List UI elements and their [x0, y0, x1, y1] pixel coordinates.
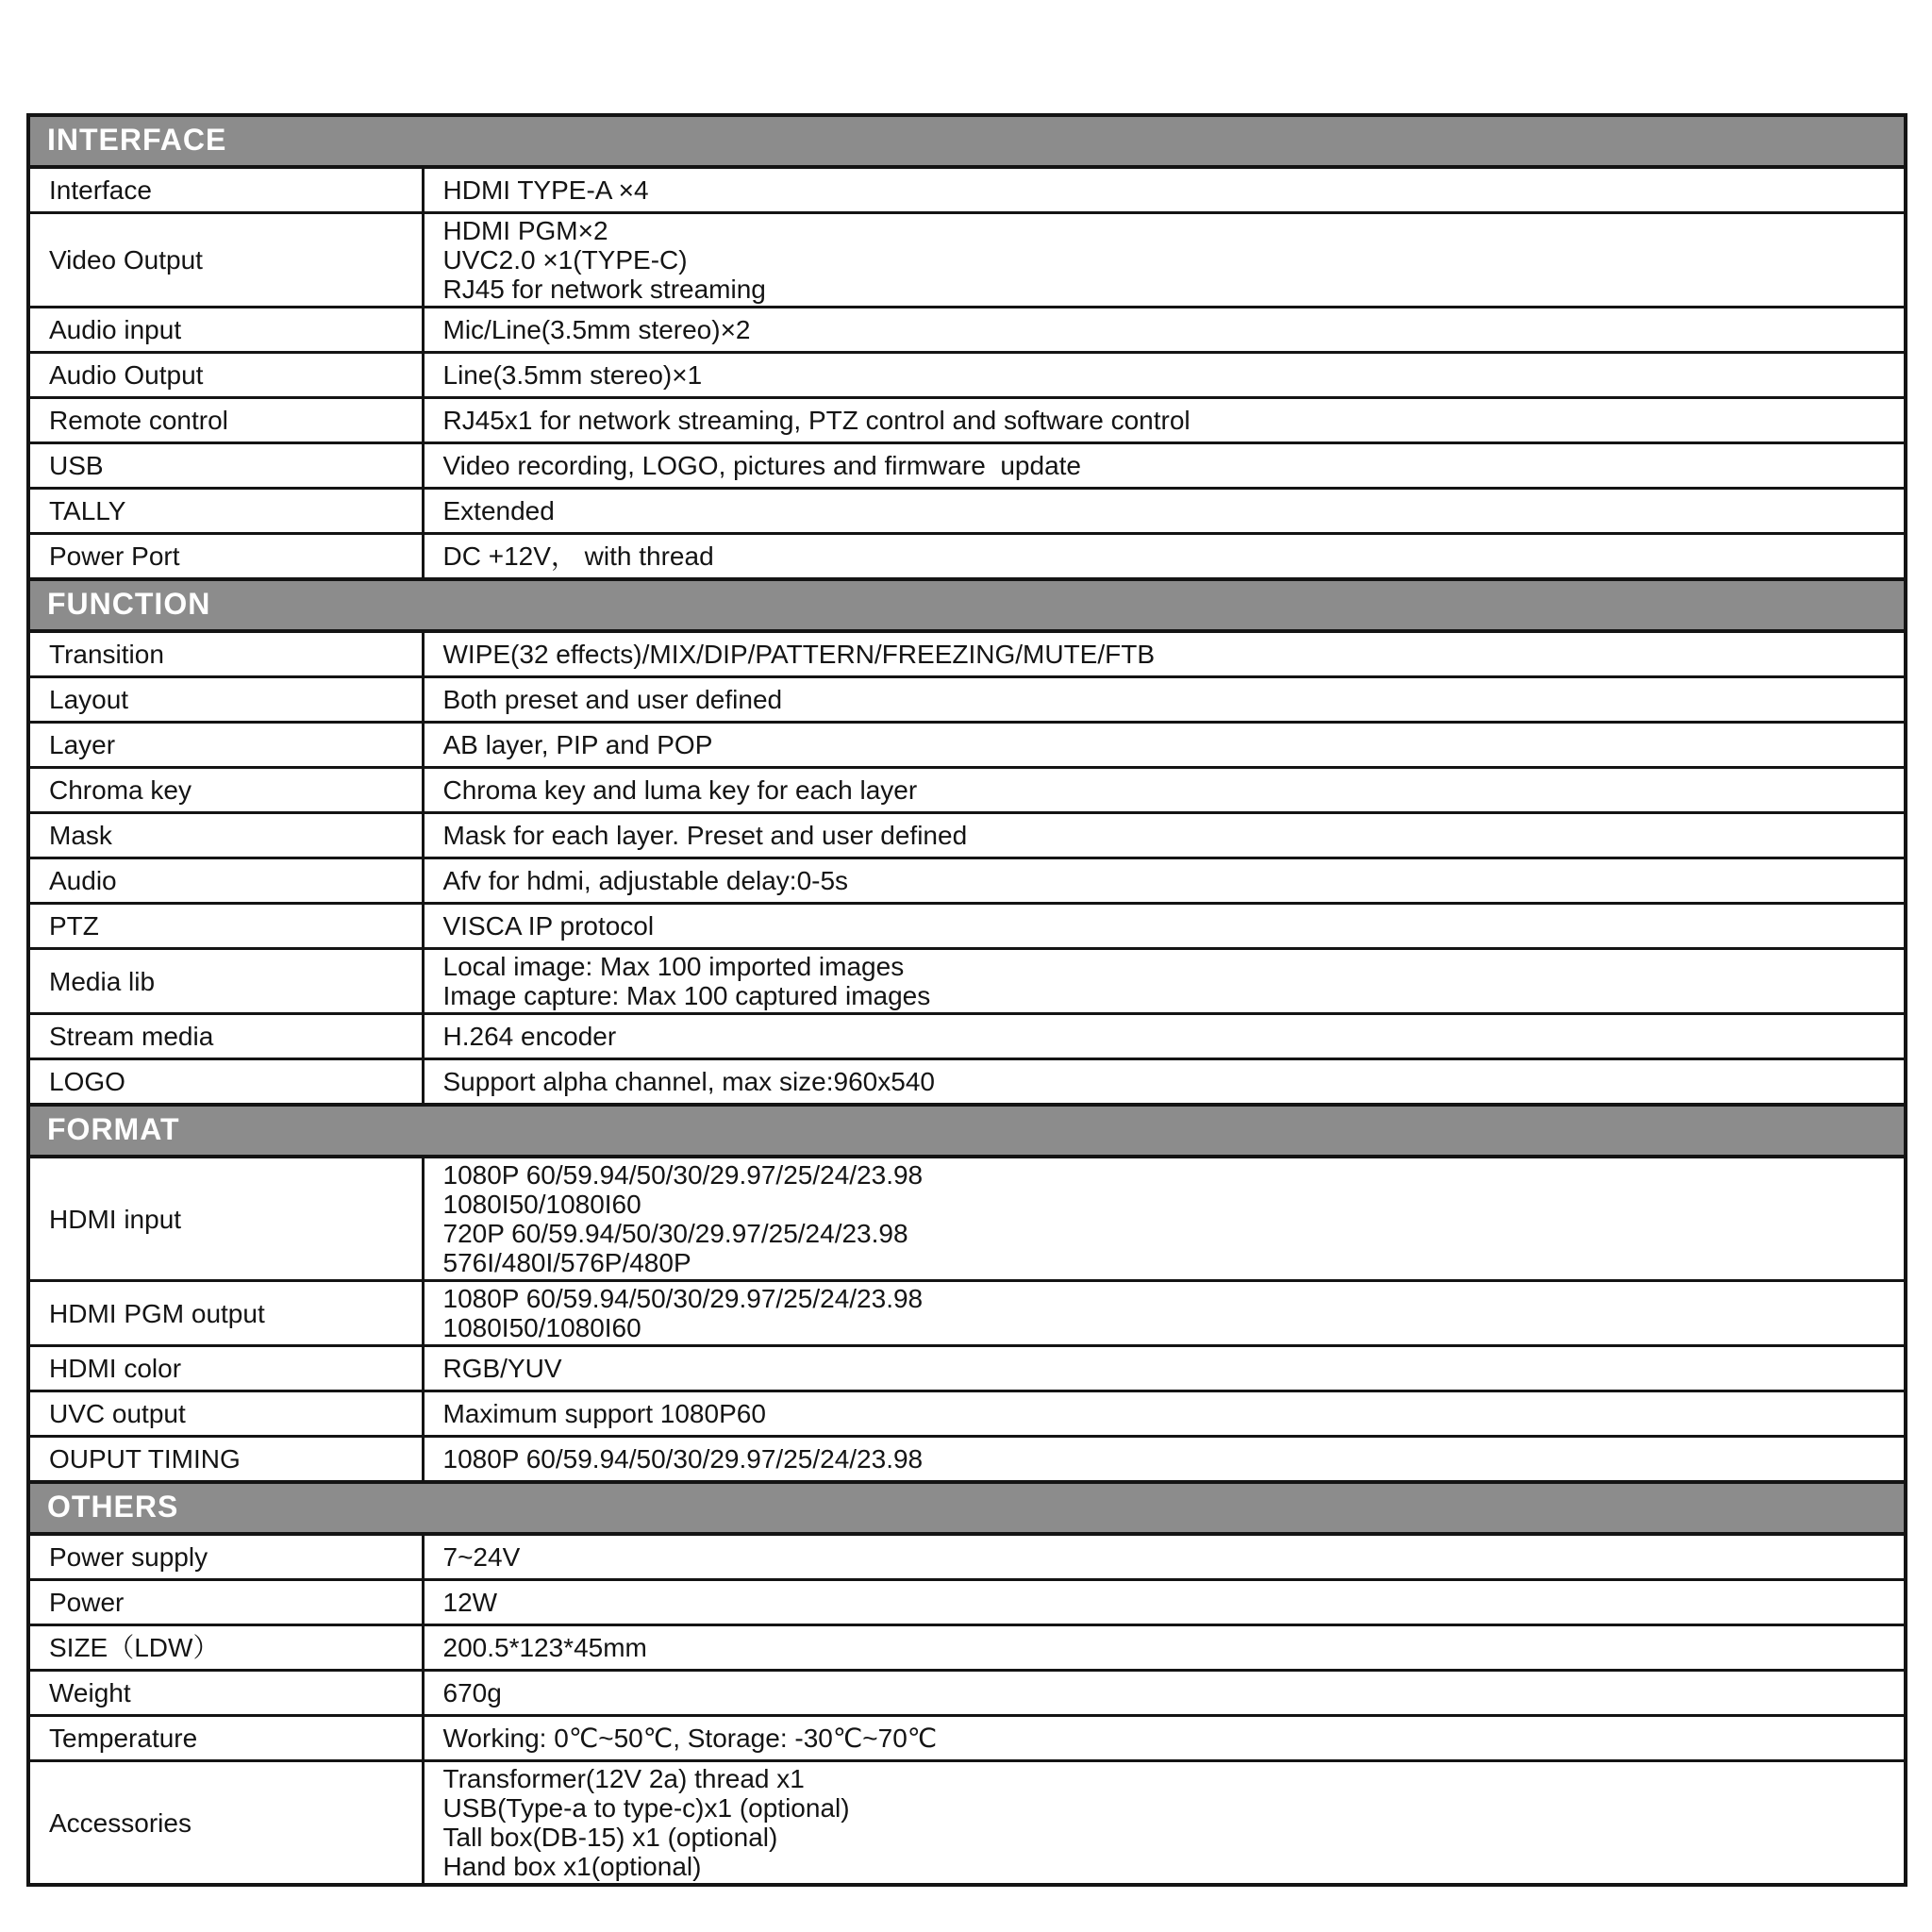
spec-label: Interface — [28, 167, 423, 213]
section-row — [28, 115, 1906, 167]
spec-table — [26, 113, 1907, 1887]
table-row — [28, 213, 1906, 308]
section-row — [28, 579, 1906, 631]
spec-label: SIZE（LDW） — [28, 1625, 423, 1671]
spec-label: Layout — [28, 677, 423, 723]
spec-value — [423, 167, 1906, 213]
section-row — [28, 1105, 1906, 1157]
table-row — [28, 949, 1906, 1014]
spec-value-line: Afv for hdmi, adjustable delay:0-5s — [442, 866, 849, 895]
spec-value-line: RGB/YUV — [442, 1354, 562, 1383]
spec-label: OUPUT TIMING — [28, 1437, 423, 1483]
spec-value-line: Extended — [442, 496, 555, 525]
spec-value-line: 1080P 60/59.94/50/30/29.97/25/24/23.98 — [442, 1284, 924, 1313]
spec-value-line: Working: 0℃~50℃, Storage: -30℃~70℃ — [442, 1724, 938, 1753]
spec-value-line: Mask for each layer. Preset and user defined — [442, 821, 968, 850]
spec-value-line: HDMI PGM×2 — [442, 216, 608, 245]
section-row — [28, 1482, 1906, 1534]
spec-value — [423, 1014, 1906, 1059]
spec-label: Weight — [28, 1671, 423, 1716]
table-row — [28, 1580, 1906, 1625]
table-row — [28, 904, 1906, 949]
spec-value — [423, 677, 1906, 723]
table-row — [28, 1716, 1906, 1761]
section-header-function: FUNCTION — [28, 579, 1906, 631]
spec-label: Video Output — [28, 213, 423, 308]
spec-value-line: Mic/Line(3.5mm stereo)×2 — [442, 315, 751, 344]
spec-value — [423, 1580, 1906, 1625]
table-row — [28, 353, 1906, 398]
spec-value-line: VISCA IP protocol — [442, 911, 655, 941]
spec-value — [423, 1761, 1906, 1886]
spec-value — [423, 904, 1906, 949]
spec-value-line: Both preset and user defined — [442, 685, 783, 714]
table-row — [28, 1059, 1906, 1106]
spec-label: Power supply — [28, 1534, 423, 1580]
spec-value-line: RJ45 for network streaming — [442, 275, 766, 304]
table-row — [28, 1534, 1906, 1580]
spec-value — [423, 1346, 1906, 1391]
spec-value — [423, 1059, 1906, 1106]
table-row — [28, 1761, 1906, 1886]
section-header-format: FORMAT — [28, 1105, 1906, 1157]
table-row — [28, 1157, 1906, 1281]
table-row — [28, 167, 1906, 213]
spec-value-line: HDMI TYPE-A ×4 — [442, 175, 649, 205]
spec-value-line: Hand box x1(optional) — [442, 1852, 702, 1881]
spec-value-line: Video recording, LOGO, pictures and firmware update — [442, 451, 1081, 480]
spec-value-line: H.264 encoder — [442, 1022, 617, 1051]
spec-label: LOGO — [28, 1059, 423, 1106]
spec-label: Stream media — [28, 1014, 423, 1059]
table-row — [28, 1281, 1906, 1346]
spec-label: Remote control — [28, 398, 423, 443]
spec-value — [423, 398, 1906, 443]
spec-value-line: AB layer, PIP and POP — [442, 730, 713, 759]
spec-label: Chroma key — [28, 768, 423, 813]
spec-value — [423, 723, 1906, 768]
spec-value-line: 720P 60/59.94/50/30/29.97/25/24/23.98 — [442, 1219, 908, 1248]
spec-value — [423, 489, 1906, 534]
spec-value-line: 1080P 60/59.94/50/30/29.97/25/24/23.98 — [442, 1444, 924, 1474]
spec-value-line: 7~24V — [442, 1542, 521, 1572]
spec-value — [423, 1391, 1906, 1437]
table-row — [28, 398, 1906, 443]
spec-label: HDMI input — [28, 1157, 423, 1281]
spec-value — [423, 1671, 1906, 1716]
spec-label: Transition — [28, 631, 423, 677]
spec-value-line: USB(Type-a to type-c)x1 (optional) — [442, 1793, 850, 1823]
spec-label: Power Port — [28, 534, 423, 580]
spec-value-line: 576I/480I/576P/480P — [442, 1248, 691, 1277]
spec-value-line: Local image: Max 100 imported images — [442, 952, 905, 981]
spec-value — [423, 1157, 1906, 1281]
spec-value-line: DC +12V， with thread — [442, 541, 714, 571]
spec-value-line: Image capture: Max 100 captured images — [442, 981, 931, 1010]
spec-value-line: 12W — [442, 1588, 498, 1617]
spec-label: Media lib — [28, 949, 423, 1014]
spec-label: PTZ — [28, 904, 423, 949]
spec-value-line: UVC2.0 ×1(TYPE-C) — [442, 245, 688, 275]
spec-value — [423, 1534, 1906, 1580]
table-row — [28, 1671, 1906, 1716]
table-row — [28, 443, 1906, 489]
spec-value — [423, 1437, 1906, 1483]
spec-value-line: Chroma key and luma key for each layer — [442, 775, 918, 805]
table-row — [28, 1625, 1906, 1671]
spec-value-line: Maximum support 1080P60 — [442, 1399, 766, 1428]
spec-value-line: 200.5*123*45mm — [442, 1633, 647, 1662]
spec-value — [423, 213, 1906, 308]
spec-value-line: Tall box(DB-15) x1 (optional) — [442, 1823, 778, 1852]
spec-value — [423, 949, 1906, 1014]
spec-label: HDMI color — [28, 1346, 423, 1391]
spec-value-line: 1080P 60/59.94/50/30/29.97/25/24/23.98 — [442, 1160, 924, 1190]
spec-value — [423, 308, 1906, 353]
spec-value-line: Transformer(12V 2a) thread x1 — [442, 1764, 805, 1793]
table-row — [28, 1014, 1906, 1059]
spec-label: USB — [28, 443, 423, 489]
spec-value — [423, 768, 1906, 813]
spec-label: UVC output — [28, 1391, 423, 1437]
spec-value-line: 670g — [442, 1678, 502, 1707]
spec-label: Temperature — [28, 1716, 423, 1761]
spec-label: Audio input — [28, 308, 423, 353]
spec-value — [423, 1716, 1906, 1761]
table-row — [28, 858, 1906, 904]
spec-value — [423, 858, 1906, 904]
spec-value-line: Support alpha channel, max size:960x540 — [442, 1067, 935, 1096]
table-row — [28, 534, 1906, 580]
table-row — [28, 631, 1906, 677]
table-row — [28, 1437, 1906, 1483]
table-row — [28, 1346, 1906, 1391]
spec-table-body — [28, 115, 1906, 1885]
spec-value — [423, 534, 1906, 580]
table-row — [28, 489, 1906, 534]
spec-label: Power — [28, 1580, 423, 1625]
table-row — [28, 768, 1906, 813]
spec-label: Layer — [28, 723, 423, 768]
spec-label: Accessories — [28, 1761, 423, 1886]
spec-value-line: WIPE(32 effects)/MIX/DIP/PATTERN/FREEZING/MUTE/FTB — [442, 640, 1156, 669]
spec-label: Audio Output — [28, 353, 423, 398]
spec-label: Audio — [28, 858, 423, 904]
spec-value — [423, 443, 1906, 489]
table-row — [28, 677, 1906, 723]
spec-value — [423, 813, 1906, 858]
spec-value-line: Line(3.5mm stereo)×1 — [442, 360, 703, 390]
spec-label: TALLY — [28, 489, 423, 534]
table-row — [28, 1391, 1906, 1437]
table-row — [28, 308, 1906, 353]
spec-value-line: 1080I50/1080I60 — [442, 1313, 641, 1342]
table-row — [28, 813, 1906, 858]
spec-value-line: RJ45x1 for network streaming, PTZ control and software control — [442, 406, 1191, 435]
section-header-interface: INTERFACE — [28, 115, 1906, 167]
spec-label: Mask — [28, 813, 423, 858]
spec-value-line: 1080I50/1080I60 — [442, 1190, 641, 1219]
spec-value — [423, 1625, 1906, 1671]
spec-value — [423, 1281, 1906, 1346]
section-header-others: OTHERS — [28, 1482, 1906, 1534]
spec-value — [423, 631, 1906, 677]
spec-value — [423, 353, 1906, 398]
spec-label: HDMI PGM output — [28, 1281, 423, 1346]
table-row — [28, 723, 1906, 768]
